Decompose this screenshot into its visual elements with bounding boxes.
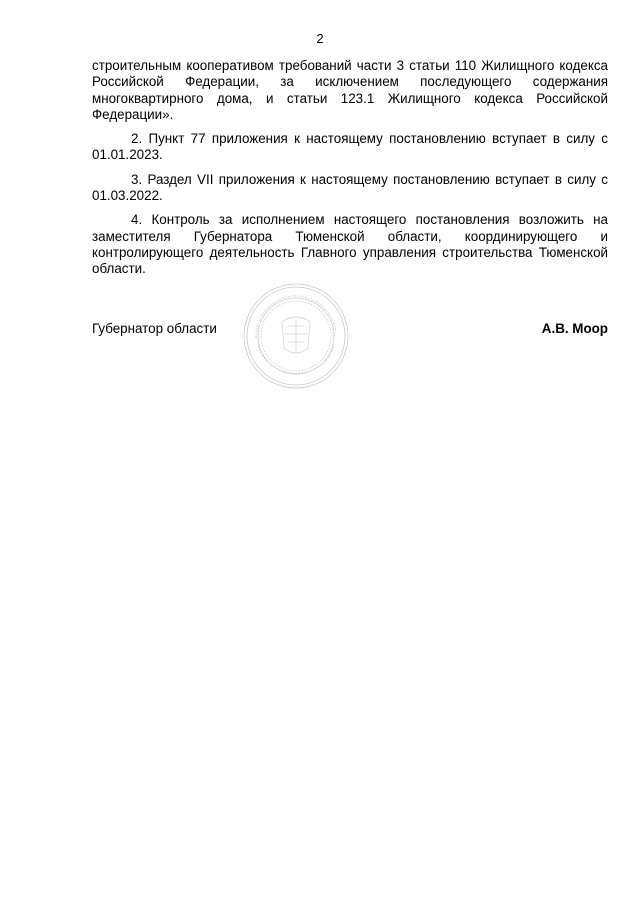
signatory-title: Губернатор области — [92, 321, 217, 336]
document-body — [92, 58, 608, 286]
signatory-name: А.В. Моор — [541, 321, 608, 336]
signature-block — [92, 316, 608, 346]
page-number: 2 — [316, 31, 324, 46]
paragraph-item-2: 2. Пункт 77 приложения к настоящему постановлению вступает в силу с 01.01.2023. — [92, 131, 608, 163]
official-seal-icon — [242, 282, 350, 390]
paragraph-item-3: 3. Раздел VII приложения к настоящему постановлению вступает в силу с 01.03.2022. — [92, 171, 608, 204]
paragraph-item-4: 4. Контроль за исполнением настоящего постановления возложить на заместителя Губернатора Тюменской области, координирующего и контролирующего деятельность Главного управления строительства Тюменской области. — [92, 212, 608, 277]
paragraph-continuation: строительным кооперативом требований части 3 статьи 110 Жилищного кодекса Российской Федерации, за исключением последующего содержания многоквартирного дома, и статьи 123.1 Жилищного кодекса Российской Федерации». — [92, 58, 608, 122]
